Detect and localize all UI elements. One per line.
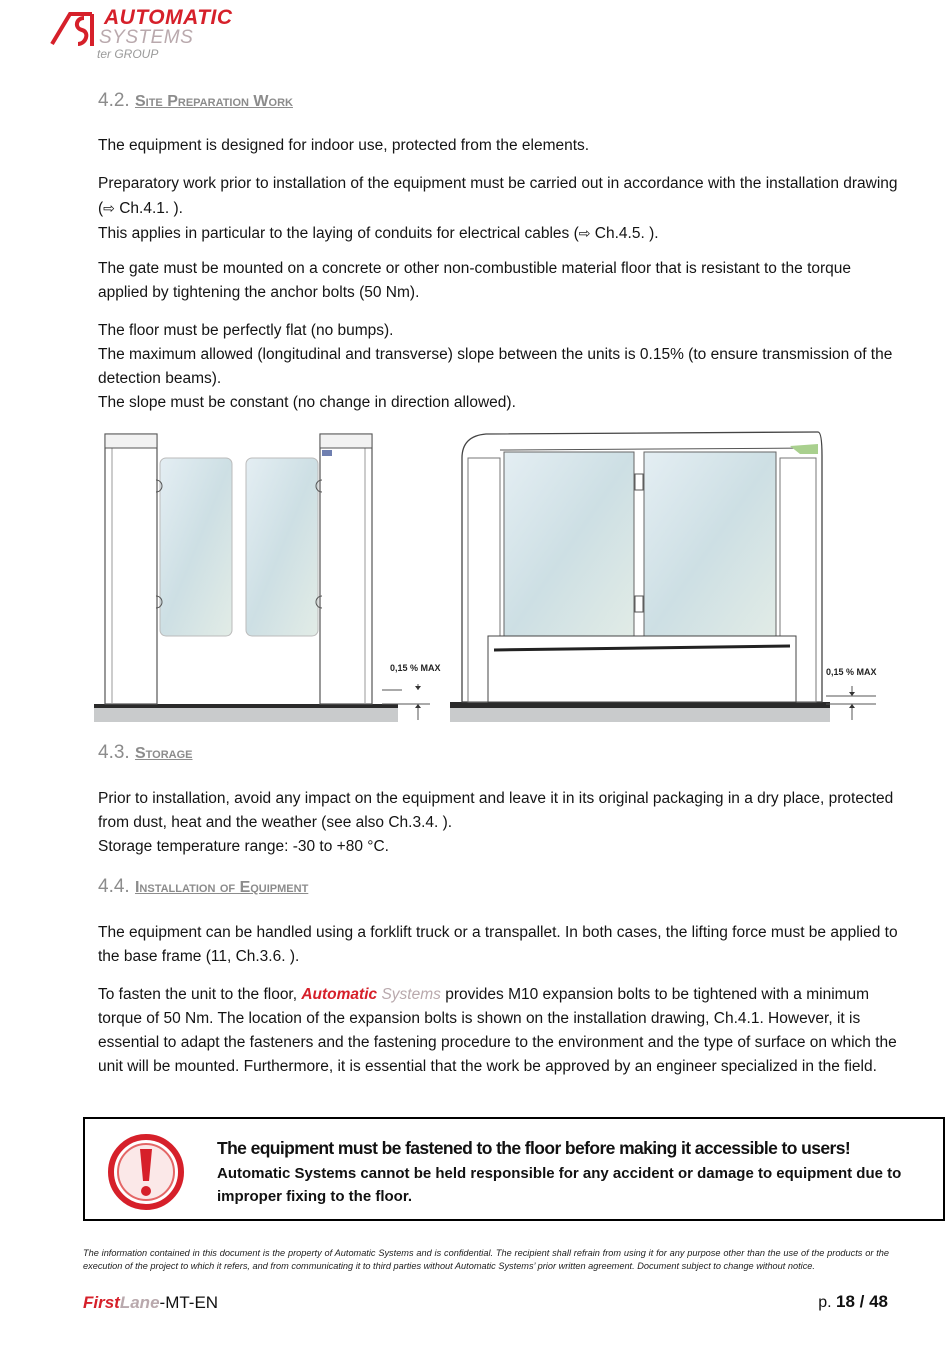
page-current: 18 [835, 1292, 855, 1311]
logo-wordmark-automatic: AUTOMATIC [104, 6, 233, 29]
paragraph: The equipment can be handled using a forklift truck or a transpallet. In both cases, the lifting force must be applied to the base frame (11, Ch.3.6. ). [98, 924, 898, 965]
glass-panel-left [504, 452, 634, 642]
page-prefix: p. [818, 1294, 832, 1311]
text-run: Storage temperature range: -30 to +80 °C. [98, 838, 389, 855]
logo-wordmark-systems: SYSTEMS [99, 27, 194, 48]
paragraph: The equipment is designed for indoor use, protected from the elements. [98, 137, 590, 154]
floor-slab-left [94, 708, 398, 722]
section-title: Storage [134, 745, 193, 762]
text-run: The slope must be constant (no change in direction allowed). [98, 394, 516, 411]
text-run: The maximum allowed (longitudinal and transverse) slope between the units is 0.15% (to ensure transmission of the detection beams). [98, 346, 893, 387]
gate-slope-diagram [90, 428, 880, 728]
confidentiality-note: The information contained in this document is the property of Automatic Systems and is confidential. The recipient shall refrain from using it for any purpose other than the use of the products or the execution of the project to which it refers, and from communicating it to third parties without Automatic Systems’ prior written agreement. Document subject to change without notice. [83, 1248, 889, 1272]
brand-systems: Systems [377, 986, 441, 1003]
section-number: 4.2. [98, 90, 130, 111]
glass-panel-right [644, 452, 776, 642]
arrow-right-icon: ⇨ [578, 225, 591, 241]
section-number: 4.3. [98, 742, 130, 763]
text-run: This applies in particular to the laying of conduits for electrical cables ( [98, 225, 579, 242]
text-run: The floor must be perfectly flat (no bumps). [98, 322, 394, 339]
glass-wing-right [246, 458, 318, 636]
section-heading-4-3 [98, 742, 193, 764]
section-number: 4.4. [98, 876, 130, 897]
text-run: Ch.4.1. ). [114, 200, 183, 217]
callout-body: Automatic Systems cannot be held responsible for any accident or damage to equipment due to improper fixing to the floor. [217, 1165, 902, 1205]
logo-wordmark-group: ter GROUP [97, 47, 159, 61]
text-run: Ch.4.5. ). [590, 225, 659, 242]
brand-lane: Lane [119, 1293, 160, 1312]
document-suffix: -MT-EN [159, 1293, 219, 1312]
page-total: 48 [869, 1292, 888, 1311]
callout-heading: The equipment must be fastened to the floor before making it accessible to users! [217, 1138, 851, 1158]
warning-exclamation-icon [107, 1133, 185, 1211]
section-heading-4-4 [98, 876, 308, 898]
brand-automatic: Automatic [301, 986, 378, 1003]
warning-callout [83, 1117, 945, 1221]
paragraph [98, 319, 903, 415]
section-heading-4-2 [98, 90, 293, 112]
text-run: To fasten the unit to the floor, [98, 986, 302, 1003]
glass-wing-left [160, 458, 232, 636]
document-code [83, 1293, 218, 1313]
text-run: Prior to installation, avoid any impact on the equipment and leave it in its original packaging in a dry place, protected from dust, heat and the weather (see also Ch.3.4. ). [98, 790, 894, 831]
arrow-right-icon: ⇨ [103, 200, 115, 216]
slope-label-left: 0,15 % MAX [390, 663, 441, 673]
page-separator: / [854, 1292, 870, 1311]
paragraph: The gate must be mounted on a concrete or other non-combustible material floor that is resistant to the torque applied by tightening the anchor bolts (50 Nm). [98, 260, 852, 301]
cabinet-right [320, 434, 372, 704]
section-title: Installation of Equipment [134, 879, 309, 896]
cabinet-left [105, 434, 157, 704]
page-number [818, 1292, 888, 1312]
section-title: Site Preparation Work [134, 93, 293, 110]
paragraph [98, 172, 903, 246]
paragraph [98, 787, 903, 859]
slope-label-right: 0,15 % MAX [826, 667, 877, 677]
text-run: provides M10 expansion bolts to be tightened with a minimum torque of 50 Nm. The location of the expansion bolts is shown on the installation drawing, Ch.4.1. However, it is essential to adapt the fasteners and the fastening procedure to the environment and the type of surface on which the unit will be mounted. Furthermore, it is essential that the work be approved by an engineer specialized in the field. [98, 986, 897, 1075]
floor-slab-right [450, 708, 830, 722]
paragraph [98, 983, 903, 1079]
text-run: Preparatory work prior to installation of the equipment must be carried out in accordance with the installation drawing ( [98, 175, 898, 217]
brand-first: First [83, 1293, 120, 1312]
